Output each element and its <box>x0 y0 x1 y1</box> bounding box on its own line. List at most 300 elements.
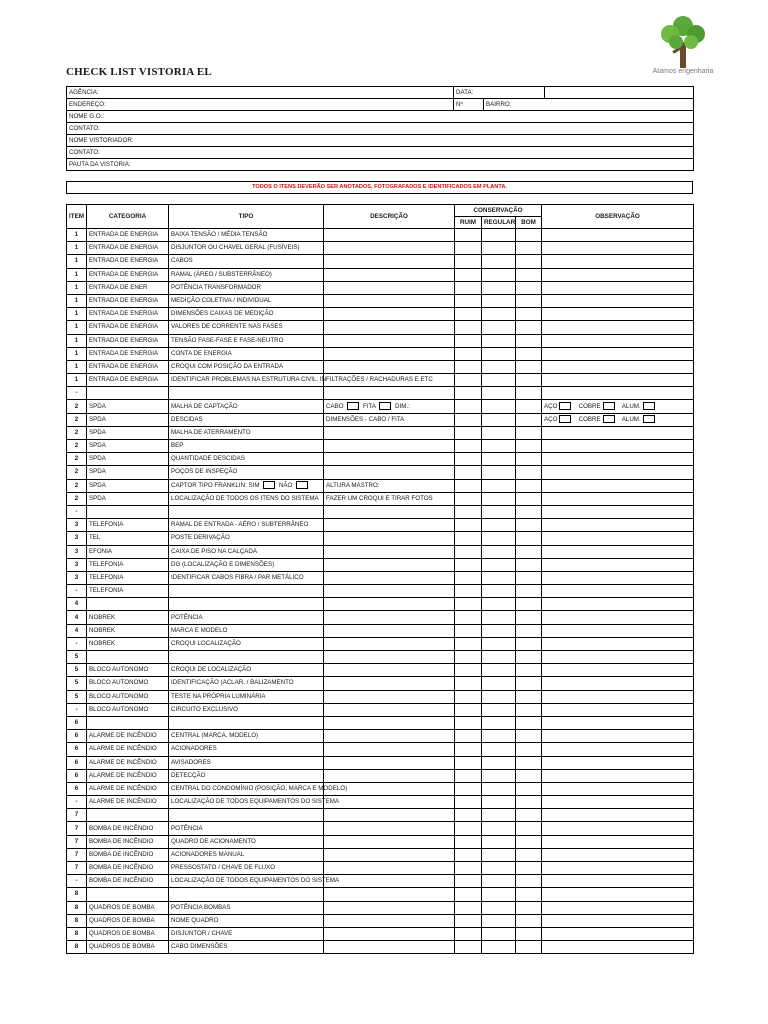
regular-cell[interactable] <box>482 862 516 875</box>
ruim-cell[interactable] <box>455 268 482 281</box>
descricao-cell: CABO FITA DIM.: <box>324 400 455 413</box>
regular-cell[interactable] <box>482 716 516 729</box>
ruim-cell[interactable] <box>455 822 482 835</box>
bom-cell[interactable] <box>516 598 542 611</box>
table-row <box>67 888 694 901</box>
regular-cell[interactable] <box>482 611 516 624</box>
bom-cell[interactable] <box>516 743 542 756</box>
bom-cell[interactable] <box>516 888 542 901</box>
ruim-cell[interactable] <box>455 651 482 664</box>
ruim-cell[interactable] <box>455 901 482 914</box>
bom-cell[interactable] <box>516 334 542 347</box>
regular-cell[interactable] <box>482 927 516 940</box>
bom-cell[interactable] <box>516 716 542 729</box>
descricao-cell <box>324 440 455 453</box>
bairro-field[interactable]: BAIRRO: <box>484 99 694 111</box>
document-title: CHECK LIST VISTORIA EL <box>66 66 212 78</box>
categoria-cell: ALARME DE INCÊNDIO <box>87 796 169 809</box>
descricao-cell: DIMENSÕES - CABO / FITA <box>324 413 455 426</box>
ruim-cell[interactable] <box>455 914 482 927</box>
data-value[interactable] <box>545 87 694 99</box>
checkbox[interactable] <box>296 481 308 489</box>
observacao-cell[interactable] <box>542 862 694 875</box>
observacao-cell[interactable]: AÇO COBRE ALUM. <box>542 413 694 426</box>
observacao-cell[interactable] <box>542 479 694 492</box>
bom-cell[interactable] <box>516 730 542 743</box>
regular-cell[interactable] <box>482 651 516 664</box>
observacao-cell[interactable] <box>542 360 694 373</box>
item-cell: 4 <box>67 624 87 637</box>
ruim-cell[interactable] <box>455 941 482 954</box>
table-row <box>67 268 694 281</box>
tipo-cell <box>169 598 324 611</box>
table-row <box>67 308 694 321</box>
observacao-cell[interactable] <box>542 281 694 294</box>
ruim-cell[interactable] <box>455 598 482 611</box>
alum-checkbox[interactable] <box>643 415 655 423</box>
descricao-cell <box>324 255 455 268</box>
tipo-cell: MARCA E MODELO <box>169 624 324 637</box>
observacao-cell[interactable] <box>542 229 694 242</box>
ruim-cell[interactable] <box>455 308 482 321</box>
ruim-cell[interactable] <box>455 611 482 624</box>
bom-cell[interactable] <box>516 440 542 453</box>
observacao-cell[interactable] <box>542 426 694 439</box>
ruim-cell[interactable] <box>455 571 482 584</box>
observacao-cell[interactable] <box>542 505 694 518</box>
observacao-cell[interactable] <box>542 730 694 743</box>
observacao-cell[interactable] <box>542 440 694 453</box>
regular-cell[interactable] <box>482 703 516 716</box>
bom-cell[interactable] <box>516 387 542 400</box>
observacao-cell[interactable] <box>542 347 694 360</box>
observacao-cell[interactable] <box>542 941 694 954</box>
bom-cell[interactable] <box>516 690 542 703</box>
bom-cell[interactable] <box>516 558 542 571</box>
ruim-cell[interactable] <box>455 519 482 532</box>
ruim-cell[interactable] <box>455 466 482 479</box>
ruim-cell[interactable] <box>455 479 482 492</box>
regular-cell[interactable] <box>482 822 516 835</box>
bom-cell[interactable] <box>516 901 542 914</box>
regular-cell[interactable] <box>482 690 516 703</box>
descricao-cell <box>324 453 455 466</box>
observacao-cell[interactable] <box>542 545 694 558</box>
bom-cell[interactable] <box>516 466 542 479</box>
table-row <box>67 743 694 756</box>
regular-cell[interactable] <box>482 848 516 861</box>
regular-cell[interactable] <box>482 387 516 400</box>
regular-cell[interactable] <box>482 453 516 466</box>
bom-cell[interactable] <box>516 281 542 294</box>
descricao-cell <box>324 519 455 532</box>
tipo-cell: IDENTIFICAR PROBLEMAS NA ESTRUTURA CIVIL. INFILTRAÇÕES / RACHADURAS E ETC <box>169 374 324 387</box>
cobre-checkbox[interactable] <box>603 402 615 410</box>
regular-cell[interactable] <box>482 374 516 387</box>
bom-cell[interactable] <box>516 268 542 281</box>
table-row <box>67 914 694 927</box>
regular-cell[interactable] <box>482 769 516 782</box>
observacao-cell[interactable] <box>542 796 694 809</box>
ruim-cell[interactable] <box>455 387 482 400</box>
ruim-cell[interactable] <box>455 637 482 650</box>
bom-cell[interactable] <box>516 756 542 769</box>
bom-cell[interactable] <box>516 400 542 413</box>
regular-cell[interactable] <box>482 242 516 255</box>
observacao-cell[interactable] <box>542 532 694 545</box>
bom-cell[interactable] <box>516 532 542 545</box>
aco-checkbox[interactable] <box>559 415 571 423</box>
col-observacao-header: OBSERVAÇÃO <box>542 205 694 229</box>
bom-cell[interactable] <box>516 453 542 466</box>
regular-cell[interactable] <box>482 743 516 756</box>
ruim-cell[interactable] <box>455 294 482 307</box>
categoria-cell <box>87 387 169 400</box>
ruim-cell[interactable] <box>455 809 482 822</box>
ruim-cell[interactable] <box>455 703 482 716</box>
bom-cell[interactable] <box>516 664 542 677</box>
regular-cell[interactable] <box>482 809 516 822</box>
regular-cell[interactable] <box>482 294 516 307</box>
regular-cell[interactable] <box>482 835 516 848</box>
item-cell: 5 <box>67 677 87 690</box>
numero-field[interactable]: Nº <box>454 99 484 111</box>
checkbox[interactable] <box>347 402 359 410</box>
ruim-cell[interactable] <box>455 505 482 518</box>
ruim-cell[interactable] <box>455 796 482 809</box>
ruim-cell[interactable] <box>455 321 482 334</box>
bom-cell[interactable] <box>516 796 542 809</box>
descricao-cell <box>324 558 455 571</box>
bom-cell[interactable] <box>516 677 542 690</box>
regular-cell[interactable] <box>482 479 516 492</box>
table-row <box>67 927 694 940</box>
bom-cell[interactable] <box>516 862 542 875</box>
ruim-cell[interactable] <box>455 255 482 268</box>
ruim-cell[interactable] <box>455 730 482 743</box>
bom-cell[interactable] <box>516 651 542 664</box>
bom-cell[interactable] <box>516 835 542 848</box>
regular-cell[interactable] <box>482 756 516 769</box>
regular-cell[interactable] <box>482 914 516 927</box>
ruim-cell[interactable] <box>455 532 482 545</box>
categoria-cell <box>87 505 169 518</box>
regular-cell[interactable] <box>482 888 516 901</box>
bom-cell[interactable] <box>516 519 542 532</box>
observacao-cell[interactable] <box>542 756 694 769</box>
item-cell: - <box>67 796 87 809</box>
observacao-cell[interactable] <box>542 611 694 624</box>
regular-cell[interactable] <box>482 347 516 360</box>
bom-cell[interactable] <box>516 479 542 492</box>
regular-cell[interactable] <box>482 360 516 373</box>
descricao-cell <box>324 914 455 927</box>
observacao-cell[interactable] <box>542 387 694 400</box>
ruim-cell[interactable] <box>455 743 482 756</box>
bom-cell[interactable] <box>516 545 542 558</box>
ruim-cell[interactable] <box>455 888 482 901</box>
nome-vistoriador-field[interactable]: NOME VISTORIADOR: <box>67 135 694 147</box>
observacao-cell[interactable] <box>542 848 694 861</box>
regular-cell[interactable] <box>482 558 516 571</box>
checkbox[interactable] <box>263 481 275 489</box>
bom-cell[interactable] <box>516 585 542 598</box>
categoria-cell: ENTRADA DE ENERGIA <box>87 360 169 373</box>
table-row <box>67 519 694 532</box>
table-row <box>67 835 694 848</box>
ruim-cell[interactable] <box>455 769 482 782</box>
nome-go-field[interactable]: NOME G.O.: <box>67 111 694 123</box>
regular-cell[interactable] <box>482 796 516 809</box>
regular-cell[interactable] <box>482 268 516 281</box>
ruim-cell[interactable] <box>455 426 482 439</box>
ruim-cell[interactable] <box>455 664 482 677</box>
bom-cell[interactable] <box>516 769 542 782</box>
item-cell: 2 <box>67 400 87 413</box>
categoria-cell: ENTRADA DE ENERGIA <box>87 374 169 387</box>
observacao-cell[interactable] <box>542 664 694 677</box>
ruim-cell[interactable] <box>455 334 482 347</box>
ruim-cell[interactable] <box>455 545 482 558</box>
table-row <box>67 611 694 624</box>
observacao-cell[interactable] <box>542 374 694 387</box>
observacao-cell[interactable] <box>542 466 694 479</box>
bom-cell[interactable] <box>516 637 542 650</box>
table-row <box>67 848 694 861</box>
descricao-cell <box>324 334 455 347</box>
cobre-checkbox[interactable] <box>603 415 615 423</box>
descricao-cell <box>324 360 455 373</box>
bom-cell[interactable] <box>516 294 542 307</box>
observacao-cell[interactable] <box>542 651 694 664</box>
regular-cell[interactable] <box>482 782 516 795</box>
regular-cell[interactable] <box>482 321 516 334</box>
table-row <box>67 730 694 743</box>
observacao-cell[interactable] <box>542 690 694 703</box>
checklist-table <box>66 204 694 954</box>
alum-checkbox[interactable] <box>643 402 655 410</box>
ruim-cell[interactable] <box>455 624 482 637</box>
observacao-cell[interactable] <box>542 558 694 571</box>
observacao-cell[interactable] <box>542 769 694 782</box>
bom-cell[interactable] <box>516 624 542 637</box>
observacao-cell[interactable] <box>542 835 694 848</box>
bom-cell[interactable] <box>516 492 542 505</box>
ruim-cell[interactable] <box>455 400 482 413</box>
observacao-cell[interactable] <box>542 809 694 822</box>
ruim-cell[interactable] <box>455 374 482 387</box>
regular-cell[interactable] <box>482 637 516 650</box>
agencia-field[interactable]: AGÊNCIA: <box>67 87 454 99</box>
regular-cell[interactable] <box>482 585 516 598</box>
regular-cell[interactable] <box>482 519 516 532</box>
observacao-cell[interactable] <box>542 677 694 690</box>
ruim-cell[interactable] <box>455 413 482 426</box>
ruim-cell[interactable] <box>455 848 482 861</box>
observacao-cell[interactable] <box>542 598 694 611</box>
ruim-cell[interactable] <box>455 347 482 360</box>
bom-cell[interactable] <box>516 822 542 835</box>
descricao-cell <box>324 716 455 729</box>
observacao-cell[interactable] <box>542 453 694 466</box>
ruim-cell[interactable] <box>455 585 482 598</box>
table-row <box>67 822 694 835</box>
observacao-cell[interactable] <box>542 901 694 914</box>
ruim-cell[interactable] <box>455 782 482 795</box>
item-cell: 1 <box>67 347 87 360</box>
table-row <box>67 796 694 809</box>
ruim-cell[interactable] <box>455 862 482 875</box>
bom-cell[interactable] <box>516 413 542 426</box>
descricao-cell <box>324 651 455 664</box>
contato-field-2[interactable]: CONTATO: <box>67 147 694 159</box>
tipo-cell: NOME QUADRO <box>169 914 324 927</box>
observacao-cell[interactable] <box>542 585 694 598</box>
bom-cell[interactable] <box>516 255 542 268</box>
observacao-cell[interactable] <box>542 822 694 835</box>
descricao-cell <box>324 809 455 822</box>
table-row <box>67 571 694 584</box>
regular-cell[interactable] <box>482 413 516 426</box>
categoria-cell: ALARME DE INCÊNDIO <box>87 769 169 782</box>
item-cell: - <box>67 875 87 888</box>
observacao-cell[interactable] <box>542 308 694 321</box>
bom-cell[interactable] <box>516 505 542 518</box>
checkbox[interactable] <box>379 402 391 410</box>
regular-cell[interactable] <box>482 334 516 347</box>
descricao-cell <box>324 229 455 242</box>
item-cell: 6 <box>67 769 87 782</box>
bom-cell[interactable] <box>516 308 542 321</box>
ruim-cell[interactable] <box>455 716 482 729</box>
ruim-cell[interactable] <box>455 440 482 453</box>
observacao-cell[interactable] <box>542 743 694 756</box>
regular-cell[interactable] <box>482 281 516 294</box>
ruim-cell[interactable] <box>455 242 482 255</box>
observacao-cell[interactable] <box>542 888 694 901</box>
ruim-cell[interactable] <box>455 875 482 888</box>
regular-cell[interactable] <box>482 875 516 888</box>
regular-cell[interactable] <box>482 400 516 413</box>
ruim-cell[interactable] <box>455 835 482 848</box>
observacao-cell[interactable] <box>542 875 694 888</box>
bom-cell[interactable] <box>516 927 542 940</box>
bom-cell[interactable] <box>516 611 542 624</box>
regular-cell[interactable] <box>482 532 516 545</box>
tipo-cell: TESTE NA PRÓPRIA LUMINÁRIA <box>169 690 324 703</box>
ruim-cell[interactable] <box>455 677 482 690</box>
bom-cell[interactable] <box>516 703 542 716</box>
regular-cell[interactable] <box>482 426 516 439</box>
tipo-cell: DISJUNTOR OU CHAVEL GERAL (FUSÍVEIS) <box>169 242 324 255</box>
tipo-cell: DG (LOCALIZAÇÃO E DIMENSÕES) <box>169 558 324 571</box>
observacao-cell[interactable] <box>542 268 694 281</box>
data-field[interactable]: DATA: <box>454 87 545 99</box>
bom-cell[interactable] <box>516 347 542 360</box>
regular-cell[interactable] <box>482 545 516 558</box>
bom-cell[interactable] <box>516 941 542 954</box>
regular-cell[interactable] <box>482 664 516 677</box>
bom-cell[interactable] <box>516 782 542 795</box>
regular-cell[interactable] <box>482 901 516 914</box>
endereco-field[interactable]: ENDEREÇO: <box>67 99 454 111</box>
observacao-cell[interactable] <box>542 624 694 637</box>
ruim-cell[interactable] <box>455 229 482 242</box>
ruim-cell[interactable] <box>455 756 482 769</box>
ruim-cell[interactable] <box>455 360 482 373</box>
categoria-cell: SPDA <box>87 466 169 479</box>
observacao-cell[interactable] <box>542 519 694 532</box>
categoria-cell: ENTRADA DE ENERGIA <box>87 294 169 307</box>
observacao-cell[interactable]: AÇO COBRE ALUM. <box>542 400 694 413</box>
bom-cell[interactable] <box>516 242 542 255</box>
observacao-cell[interactable] <box>542 255 694 268</box>
regular-cell[interactable] <box>482 677 516 690</box>
observacao-cell[interactable] <box>542 637 694 650</box>
regular-cell[interactable] <box>482 255 516 268</box>
observacao-cell[interactable] <box>542 571 694 584</box>
observacao-cell[interactable] <box>542 294 694 307</box>
regular-cell[interactable] <box>482 624 516 637</box>
regular-cell[interactable] <box>482 505 516 518</box>
bom-cell[interactable] <box>516 809 542 822</box>
regular-cell[interactable] <box>482 440 516 453</box>
bom-cell[interactable] <box>516 914 542 927</box>
table-row <box>67 558 694 571</box>
bom-cell[interactable] <box>516 848 542 861</box>
observacao-cell[interactable] <box>542 927 694 940</box>
bom-cell[interactable] <box>516 321 542 334</box>
observacao-cell[interactable] <box>542 914 694 927</box>
observacao-cell[interactable] <box>542 782 694 795</box>
bom-cell[interactable] <box>516 374 542 387</box>
ruim-cell[interactable] <box>455 558 482 571</box>
contato-field[interactable]: CONTATO: <box>67 123 694 135</box>
regular-cell[interactable] <box>482 941 516 954</box>
descricao-cell <box>324 730 455 743</box>
bom-cell[interactable] <box>516 229 542 242</box>
bom-cell[interactable] <box>516 426 542 439</box>
observacao-cell[interactable] <box>542 716 694 729</box>
observacao-cell[interactable] <box>542 334 694 347</box>
regular-cell[interactable] <box>482 466 516 479</box>
observacao-cell[interactable] <box>542 492 694 505</box>
descricao-cell <box>324 703 455 716</box>
observacao-cell[interactable] <box>542 242 694 255</box>
bom-cell[interactable] <box>516 571 542 584</box>
regular-cell[interactable] <box>482 492 516 505</box>
ruim-cell[interactable] <box>455 281 482 294</box>
regular-cell[interactable] <box>482 229 516 242</box>
ruim-cell[interactable] <box>455 492 482 505</box>
ruim-cell[interactable] <box>455 453 482 466</box>
aco-checkbox[interactable] <box>559 402 571 410</box>
ruim-cell[interactable] <box>455 690 482 703</box>
regular-cell[interactable] <box>482 598 516 611</box>
ruim-cell[interactable] <box>455 927 482 940</box>
observacao-cell[interactable] <box>542 321 694 334</box>
observacao-cell[interactable] <box>542 703 694 716</box>
bom-cell[interactable] <box>516 875 542 888</box>
categoria-cell: ALARME DE INCÊNDIO <box>87 756 169 769</box>
bom-cell[interactable] <box>516 360 542 373</box>
table-row <box>67 453 694 466</box>
regular-cell[interactable] <box>482 730 516 743</box>
regular-cell[interactable] <box>482 308 516 321</box>
pauta-field[interactable]: PAUTA DA VISTORIA: <box>67 159 694 171</box>
item-cell: 5 <box>67 651 87 664</box>
regular-cell[interactable] <box>482 571 516 584</box>
